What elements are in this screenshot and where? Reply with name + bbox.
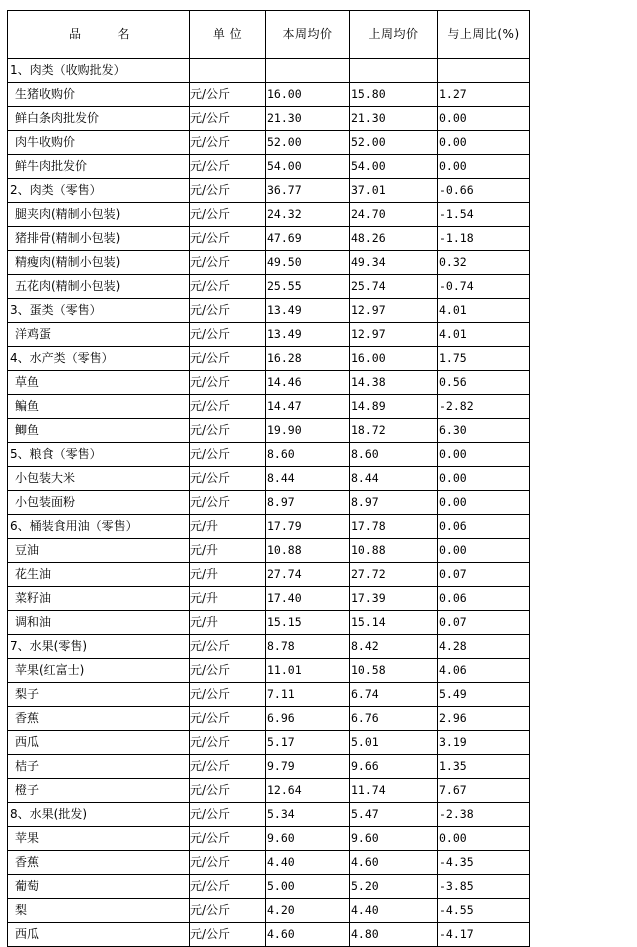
previous-price-cell: 48.26 [350, 227, 438, 251]
change-percent-cell: 0.32 [438, 251, 530, 275]
unit-cell: 元/公斤 [190, 443, 266, 467]
current-price-cell: 13.49 [266, 323, 350, 347]
table-row [8, 371, 530, 395]
unit-cell: 元/公斤 [190, 731, 266, 755]
unit-cell: 元/升 [190, 539, 266, 563]
item-name-cell: 4、水产类（零售） [8, 347, 190, 371]
unit-cell: 元/公斤 [190, 827, 266, 851]
unit-cell: 元/公斤 [190, 275, 266, 299]
current-price-cell: 5.34 [266, 803, 350, 827]
unit-cell: 元/公斤 [190, 779, 266, 803]
current-price-cell: 12.64 [266, 779, 350, 803]
current-price-cell: 52.00 [266, 131, 350, 155]
item-name-cell: 6、桶装食用油（零售） [8, 515, 190, 539]
price-table [7, 10, 530, 947]
previous-price-cell: 25.74 [350, 275, 438, 299]
current-price-cell: 8.97 [266, 491, 350, 515]
unit-cell: 元/公斤 [190, 395, 266, 419]
change-percent-cell: 5.49 [438, 683, 530, 707]
change-percent-cell: -4.17 [438, 923, 530, 947]
unit-cell: 元/公斤 [190, 203, 266, 227]
table-row [8, 539, 530, 563]
previous-price-cell: 4.40 [350, 899, 438, 923]
change-percent-cell: -0.74 [438, 275, 530, 299]
table-row [8, 419, 530, 443]
previous-price-cell: 18.72 [350, 419, 438, 443]
item-name-cell: 香蕉 [8, 707, 190, 731]
item-name-cell: 苹果 [8, 827, 190, 851]
item-name-cell: 小包装大米 [8, 467, 190, 491]
category-row [8, 179, 530, 203]
previous-price-cell: 37.01 [350, 179, 438, 203]
previous-price-cell: 9.66 [350, 755, 438, 779]
table-row [8, 899, 530, 923]
previous-price-cell: 8.42 [350, 635, 438, 659]
item-name-cell: 调和油 [8, 611, 190, 635]
unit-cell: 元/公斤 [190, 923, 266, 947]
previous-price-cell: 6.76 [350, 707, 438, 731]
previous-price-cell: 17.39 [350, 587, 438, 611]
change-percent-cell: 0.00 [438, 827, 530, 851]
previous-price-cell [350, 59, 438, 83]
table-row [8, 563, 530, 587]
previous-price-cell: 4.60 [350, 851, 438, 875]
item-name-cell: 鲜牛肉批发价 [8, 155, 190, 179]
unit-cell: 元/升 [190, 515, 266, 539]
table-row [8, 923, 530, 947]
change-percent-cell: 0.00 [438, 491, 530, 515]
change-percent-cell: 4.28 [438, 635, 530, 659]
change-percent-cell [438, 59, 530, 83]
previous-price-cell: 11.74 [350, 779, 438, 803]
item-name-cell: 5、粮食（零售） [8, 443, 190, 467]
current-price-cell: 10.88 [266, 539, 350, 563]
table-row [8, 83, 530, 107]
current-price-cell: 9.79 [266, 755, 350, 779]
previous-price-cell: 10.58 [350, 659, 438, 683]
current-price-cell: 8.78 [266, 635, 350, 659]
change-percent-cell: 4.01 [438, 299, 530, 323]
previous-price-cell: 16.00 [350, 347, 438, 371]
previous-price-cell: 17.78 [350, 515, 438, 539]
current-price-cell: 17.79 [266, 515, 350, 539]
category-row [8, 347, 530, 371]
previous-price-cell: 24.70 [350, 203, 438, 227]
header-previous-cell: 上周均价 [350, 11, 438, 59]
previous-price-cell: 54.00 [350, 155, 438, 179]
item-name-cell: 精瘦肉(精制小包装) [8, 251, 190, 275]
previous-price-cell: 12.97 [350, 299, 438, 323]
table-row [8, 107, 530, 131]
change-percent-cell: -0.66 [438, 179, 530, 203]
unit-cell: 元/公斤 [190, 251, 266, 275]
item-name-cell: 3、蛋类（零售） [8, 299, 190, 323]
item-name-cell: 7、水果(零售) [8, 635, 190, 659]
table-row [8, 587, 530, 611]
unit-cell [190, 59, 266, 83]
item-name-cell: 小包装面粉 [8, 491, 190, 515]
change-percent-cell: 0.07 [438, 611, 530, 635]
item-name-cell: 8、水果(批发) [8, 803, 190, 827]
change-percent-cell: 0.56 [438, 371, 530, 395]
header-name-cell [8, 11, 190, 59]
current-price-cell: 4.20 [266, 899, 350, 923]
item-name-cell: 西瓜 [8, 923, 190, 947]
category-row [8, 635, 530, 659]
change-percent-cell: 1.27 [438, 83, 530, 107]
header-name-left: 品 [68, 27, 82, 41]
change-percent-cell: -2.38 [438, 803, 530, 827]
unit-cell: 元/公斤 [190, 419, 266, 443]
current-price-cell: 9.60 [266, 827, 350, 851]
table-row [8, 683, 530, 707]
unit-cell: 元/升 [190, 611, 266, 635]
item-name-cell: 2、肉类（零售） [8, 179, 190, 203]
table-row [8, 755, 530, 779]
item-name-cell: 生猪收购价 [8, 83, 190, 107]
change-percent-cell: 0.06 [438, 587, 530, 611]
category-row [8, 803, 530, 827]
item-name-cell: 橙子 [8, 779, 190, 803]
unit-cell: 元/公斤 [190, 755, 266, 779]
item-name-cell: 洋鸡蛋 [8, 323, 190, 347]
category-row [8, 59, 530, 83]
current-price-cell: 36.77 [266, 179, 350, 203]
table-row [8, 779, 530, 803]
unit-cell: 元/公斤 [190, 491, 266, 515]
current-price-cell: 5.00 [266, 875, 350, 899]
current-price-cell: 27.74 [266, 563, 350, 587]
previous-price-cell: 12.97 [350, 323, 438, 347]
change-percent-cell: 4.06 [438, 659, 530, 683]
unit-cell: 元/公斤 [190, 83, 266, 107]
previous-price-cell: 5.01 [350, 731, 438, 755]
item-name-cell: 梨 [8, 899, 190, 923]
unit-cell: 元/公斤 [190, 659, 266, 683]
unit-cell: 元/公斤 [190, 131, 266, 155]
table-row [8, 323, 530, 347]
item-name-cell: 葡萄 [8, 875, 190, 899]
item-name-cell: 西瓜 [8, 731, 190, 755]
unit-cell: 元/公斤 [190, 155, 266, 179]
current-price-cell: 47.69 [266, 227, 350, 251]
unit-cell: 元/公斤 [190, 179, 266, 203]
current-price-cell: 11.01 [266, 659, 350, 683]
unit-cell: 元/公斤 [190, 875, 266, 899]
previous-price-cell: 21.30 [350, 107, 438, 131]
table-row [8, 203, 530, 227]
table-row [8, 227, 530, 251]
item-name-cell: 苹果(红富士) [8, 659, 190, 683]
previous-price-cell: 27.72 [350, 563, 438, 587]
previous-price-cell: 8.44 [350, 467, 438, 491]
change-percent-cell: 0.00 [438, 467, 530, 491]
previous-price-cell: 8.60 [350, 443, 438, 467]
item-name-cell: 香蕉 [8, 851, 190, 875]
unit-cell: 元/公斤 [190, 347, 266, 371]
previous-price-cell: 8.97 [350, 491, 438, 515]
change-percent-cell: 0.00 [438, 131, 530, 155]
table-row [8, 731, 530, 755]
unit-cell: 元/公斤 [190, 227, 266, 251]
current-price-cell: 54.00 [266, 155, 350, 179]
current-price-cell [266, 59, 350, 83]
item-name-cell: 菜籽油 [8, 587, 190, 611]
current-price-cell: 4.40 [266, 851, 350, 875]
table-row [8, 131, 530, 155]
category-row [8, 443, 530, 467]
table-row [8, 491, 530, 515]
change-percent-cell: 0.00 [438, 107, 530, 131]
item-name-cell: 花生油 [8, 563, 190, 587]
unit-cell: 元/公斤 [190, 323, 266, 347]
current-price-cell: 15.15 [266, 611, 350, 635]
unit-cell: 元/公斤 [190, 107, 266, 131]
change-percent-cell: -1.54 [438, 203, 530, 227]
change-percent-cell: 4.01 [438, 323, 530, 347]
current-price-cell: 13.49 [266, 299, 350, 323]
header-change-cell: 与上周比(%) [438, 11, 530, 59]
item-name-cell: 鳊鱼 [8, 395, 190, 419]
change-percent-cell: -1.18 [438, 227, 530, 251]
item-name-cell: 梨子 [8, 683, 190, 707]
previous-price-cell: 6.74 [350, 683, 438, 707]
change-percent-cell: -4.35 [438, 851, 530, 875]
table-row [8, 827, 530, 851]
current-price-cell: 49.50 [266, 251, 350, 275]
current-price-cell: 16.28 [266, 347, 350, 371]
item-name-cell: 豆油 [8, 539, 190, 563]
current-price-cell: 7.11 [266, 683, 350, 707]
table-body [8, 11, 530, 947]
item-name-cell: 猪排骨(精制小包装) [8, 227, 190, 251]
unit-cell: 元/公斤 [190, 899, 266, 923]
category-row [8, 299, 530, 323]
current-price-cell: 14.47 [266, 395, 350, 419]
table-row [8, 707, 530, 731]
current-price-cell: 17.40 [266, 587, 350, 611]
table-row [8, 851, 530, 875]
unit-cell: 元/公斤 [190, 371, 266, 395]
unit-cell: 元/公斤 [190, 683, 266, 707]
unit-cell: 元/公斤 [190, 851, 266, 875]
change-percent-cell: 2.96 [438, 707, 530, 731]
current-price-cell: 16.00 [266, 83, 350, 107]
current-price-cell: 21.30 [266, 107, 350, 131]
unit-cell: 元/公斤 [190, 803, 266, 827]
category-row [8, 515, 530, 539]
header-row [8, 11, 530, 59]
header-name-right: 名 [117, 27, 131, 41]
previous-price-cell: 14.89 [350, 395, 438, 419]
current-price-cell: 25.55 [266, 275, 350, 299]
change-percent-cell: 0.00 [438, 155, 530, 179]
previous-price-cell: 52.00 [350, 131, 438, 155]
change-percent-cell: 0.06 [438, 515, 530, 539]
change-percent-cell: 0.07 [438, 563, 530, 587]
header-current-cell: 本周均价 [266, 11, 350, 59]
unit-cell: 元/升 [190, 587, 266, 611]
unit-cell: 元/公斤 [190, 635, 266, 659]
item-name-cell: 肉牛收购价 [8, 131, 190, 155]
change-percent-cell: -4.55 [438, 899, 530, 923]
previous-price-cell: 49.34 [350, 251, 438, 275]
change-percent-cell: 7.67 [438, 779, 530, 803]
change-percent-cell: -2.82 [438, 395, 530, 419]
previous-price-cell: 14.38 [350, 371, 438, 395]
previous-price-cell: 15.14 [350, 611, 438, 635]
previous-price-cell: 4.80 [350, 923, 438, 947]
table-row [8, 251, 530, 275]
current-price-cell: 19.90 [266, 419, 350, 443]
current-price-cell: 14.46 [266, 371, 350, 395]
table-row [8, 275, 530, 299]
table-row [8, 395, 530, 419]
table-row [8, 875, 530, 899]
item-name-cell: 1、肉类（收购批发） [8, 59, 190, 83]
previous-price-cell: 15.80 [350, 83, 438, 107]
item-name-cell: 腿夹肉(精制小包装) [8, 203, 190, 227]
table-row [8, 155, 530, 179]
table-row [8, 467, 530, 491]
change-percent-cell: 6.30 [438, 419, 530, 443]
change-percent-cell: 0.00 [438, 443, 530, 467]
change-percent-cell: -3.85 [438, 875, 530, 899]
change-percent-cell: 1.75 [438, 347, 530, 371]
previous-price-cell: 5.47 [350, 803, 438, 827]
table-row [8, 659, 530, 683]
item-name-cell: 鲜白条肉批发价 [8, 107, 190, 131]
unit-cell: 元/升 [190, 563, 266, 587]
item-name-cell: 五花肉(精制小包装) [8, 275, 190, 299]
item-name-cell: 草鱼 [8, 371, 190, 395]
table-row [8, 611, 530, 635]
header-unit-cell: 单 位 [190, 11, 266, 59]
current-price-cell: 6.96 [266, 707, 350, 731]
previous-price-cell: 10.88 [350, 539, 438, 563]
unit-cell: 元/公斤 [190, 707, 266, 731]
current-price-cell: 24.32 [266, 203, 350, 227]
unit-cell: 元/公斤 [190, 467, 266, 491]
previous-price-cell: 5.20 [350, 875, 438, 899]
current-price-cell: 8.60 [266, 443, 350, 467]
change-percent-cell: 3.19 [438, 731, 530, 755]
current-price-cell: 8.44 [266, 467, 350, 491]
current-price-cell: 5.17 [266, 731, 350, 755]
item-name-cell: 桔子 [8, 755, 190, 779]
change-percent-cell: 1.35 [438, 755, 530, 779]
previous-price-cell: 9.60 [350, 827, 438, 851]
item-name-cell: 鲫鱼 [8, 419, 190, 443]
unit-cell: 元/公斤 [190, 299, 266, 323]
current-price-cell: 4.60 [266, 923, 350, 947]
change-percent-cell: 0.00 [438, 539, 530, 563]
